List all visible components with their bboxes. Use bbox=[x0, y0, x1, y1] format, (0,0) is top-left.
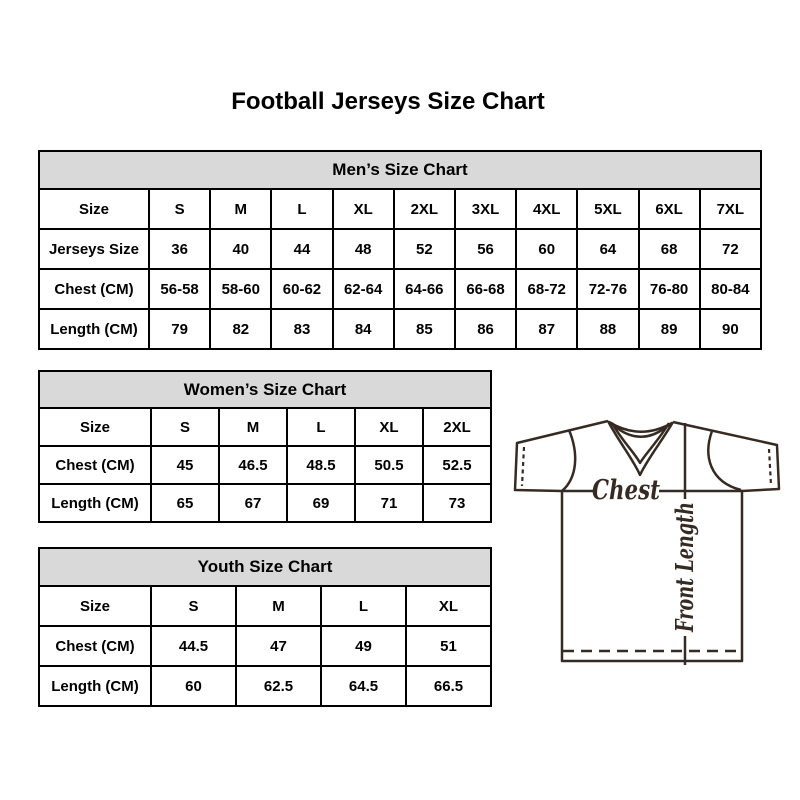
value-cell: XL bbox=[355, 408, 423, 446]
value-cell: 50.5 bbox=[355, 446, 423, 484]
value-cell: L bbox=[287, 408, 355, 446]
value-cell: 68 bbox=[639, 229, 700, 269]
value-cell: 52.5 bbox=[423, 446, 491, 484]
value-cell: L bbox=[321, 586, 406, 626]
value-cell: 71 bbox=[355, 484, 423, 522]
value-cell: M bbox=[219, 408, 287, 446]
value-cell: 44 bbox=[271, 229, 332, 269]
table-row bbox=[39, 408, 491, 446]
value-cell: 3XL bbox=[455, 189, 516, 229]
value-cell: 60 bbox=[516, 229, 577, 269]
value-cell: 5XL bbox=[577, 189, 638, 229]
value-cell: 88 bbox=[577, 309, 638, 349]
table-header-row bbox=[39, 548, 491, 586]
value-cell: 64-66 bbox=[394, 269, 455, 309]
value-cell: S bbox=[149, 189, 210, 229]
value-cell: 90 bbox=[700, 309, 761, 349]
value-cell: S bbox=[151, 408, 219, 446]
table-row bbox=[39, 586, 491, 626]
value-cell: 2XL bbox=[394, 189, 455, 229]
value-cell: 6XL bbox=[639, 189, 700, 229]
value-cell: S bbox=[151, 586, 236, 626]
table-row bbox=[39, 484, 491, 522]
value-cell: 48.5 bbox=[287, 446, 355, 484]
value-cell: 64.5 bbox=[321, 666, 406, 706]
value-cell: M bbox=[236, 586, 321, 626]
value-cell: 83 bbox=[271, 309, 332, 349]
value-cell: 80-84 bbox=[700, 269, 761, 309]
table-row bbox=[39, 626, 491, 666]
value-cell: 67 bbox=[219, 484, 287, 522]
value-cell: 84 bbox=[333, 309, 394, 349]
value-cell: 49 bbox=[321, 626, 406, 666]
table-header-row bbox=[39, 151, 761, 189]
womens-size-chart-section bbox=[38, 370, 492, 523]
value-cell: 79 bbox=[149, 309, 210, 349]
value-cell: 60-62 bbox=[271, 269, 332, 309]
value-cell: 56 bbox=[455, 229, 516, 269]
mens-table-title: Men’s Size Chart bbox=[39, 151, 761, 189]
value-cell: 62.5 bbox=[236, 666, 321, 706]
value-cell: 65 bbox=[151, 484, 219, 522]
table-row bbox=[39, 269, 761, 309]
womens-table-title: Women’s Size Chart bbox=[39, 371, 491, 408]
jersey-diagram bbox=[505, 396, 790, 676]
value-cell: 76-80 bbox=[639, 269, 700, 309]
value-cell: 44.5 bbox=[151, 626, 236, 666]
right-cuff-dashed-line bbox=[769, 449, 771, 485]
value-cell: 72-76 bbox=[577, 269, 638, 309]
mens-size-chart-section bbox=[38, 150, 762, 350]
table-row bbox=[39, 309, 761, 349]
youth-size-chart-section bbox=[38, 547, 492, 707]
value-cell: 85 bbox=[394, 309, 455, 349]
left-cuff-dashed-line bbox=[522, 447, 524, 486]
row-label-cell: Length (CM) bbox=[39, 666, 151, 706]
value-cell: 52 bbox=[394, 229, 455, 269]
value-cell: 62-64 bbox=[333, 269, 394, 309]
value-cell: 66-68 bbox=[455, 269, 516, 309]
value-cell: L bbox=[271, 189, 332, 229]
value-cell: 36 bbox=[149, 229, 210, 269]
value-cell: 45 bbox=[151, 446, 219, 484]
value-cell: 48 bbox=[333, 229, 394, 269]
page-title: Football Jerseys Size Chart bbox=[231, 88, 545, 115]
row-label-cell: Size bbox=[39, 189, 149, 229]
value-cell: 73 bbox=[423, 484, 491, 522]
row-label-cell: Jerseys Size bbox=[39, 229, 149, 269]
womens-size-table bbox=[38, 370, 492, 523]
value-cell: 68-72 bbox=[516, 269, 577, 309]
value-cell: 60 bbox=[151, 666, 236, 706]
row-label-cell: Size bbox=[39, 586, 151, 626]
value-cell: 87 bbox=[516, 309, 577, 349]
value-cell: 66.5 bbox=[406, 666, 491, 706]
front-length-measure-label: Front Length bbox=[670, 454, 699, 632]
right-sleeve-line bbox=[673, 422, 779, 491]
value-cell: 2XL bbox=[423, 408, 491, 446]
mens-size-table bbox=[38, 150, 762, 350]
value-cell: M bbox=[210, 189, 271, 229]
value-cell: 56-58 bbox=[149, 269, 210, 309]
table-header-row bbox=[39, 371, 491, 408]
value-cell: 47 bbox=[236, 626, 321, 666]
value-cell: 46.5 bbox=[219, 446, 287, 484]
value-cell: XL bbox=[406, 586, 491, 626]
value-cell: 82 bbox=[210, 309, 271, 349]
value-cell: 51 bbox=[406, 626, 491, 666]
value-cell: 72 bbox=[700, 229, 761, 269]
value-cell: 89 bbox=[639, 309, 700, 349]
table-row bbox=[39, 446, 491, 484]
value-cell: XL bbox=[333, 189, 394, 229]
value-cell: 7XL bbox=[700, 189, 761, 229]
value-cell: 64 bbox=[577, 229, 638, 269]
row-label-cell: Chest (CM) bbox=[39, 626, 151, 666]
value-cell: 69 bbox=[287, 484, 355, 522]
left-armhole-seam bbox=[562, 430, 575, 491]
youth-table-title: Youth Size Chart bbox=[39, 548, 491, 586]
right-armhole-seam bbox=[708, 431, 741, 490]
value-cell: 4XL bbox=[516, 189, 577, 229]
chest-measure-label: Chest bbox=[592, 475, 661, 506]
table-row bbox=[39, 666, 491, 706]
value-cell: 40 bbox=[210, 229, 271, 269]
value-cell: 86 bbox=[455, 309, 516, 349]
row-label-cell: Length (CM) bbox=[39, 484, 151, 522]
row-label-cell: Size bbox=[39, 408, 151, 446]
row-label-cell: Length (CM) bbox=[39, 309, 149, 349]
value-cell: 58-60 bbox=[210, 269, 271, 309]
youth-size-table bbox=[38, 547, 492, 707]
row-label-cell: Chest (CM) bbox=[39, 446, 151, 484]
row-label-cell: Chest (CM) bbox=[39, 269, 149, 309]
table-row bbox=[39, 189, 761, 229]
table-row bbox=[39, 229, 761, 269]
